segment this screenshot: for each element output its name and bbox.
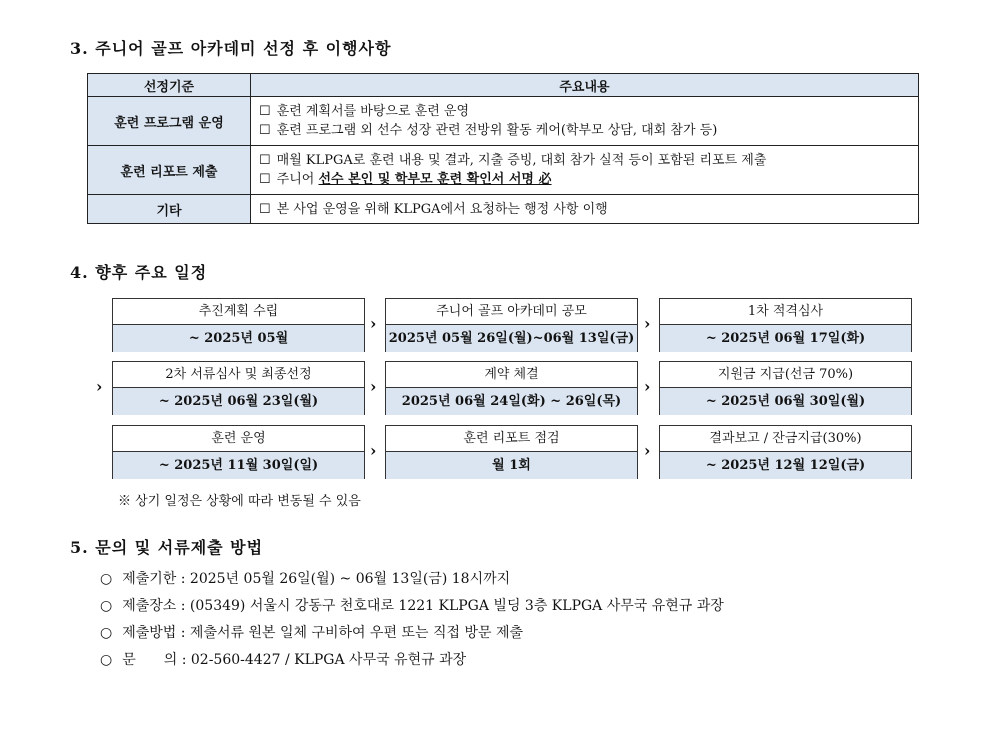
item-text-emphasis: 선수 본인 및 학부모 훈련 확인서 서명 必 (318, 172, 552, 187)
list-item (100, 595, 724, 615)
row-content (251, 97, 919, 146)
section3-title: 3. 주니어 골프 아카데미 선정 후 이행사항 (70, 39, 392, 58)
schedule-step (385, 298, 638, 352)
step-date: ~ 2025년 06월 23일(월) (113, 388, 364, 415)
arrow-right-icon: › (644, 441, 651, 460)
step-title: 2차 서류심사 및 최종선정 (113, 362, 364, 388)
item-text: 훈련 프로그램 외 선수 성장 관련 전방위 활동 케어(학부모 상담, 대회 참가 등) (276, 123, 718, 138)
schedule-step (112, 361, 365, 415)
step-date: ~ 2025년 06월 30일(월) (660, 388, 911, 415)
list-item (100, 649, 466, 669)
checkbox-icon: ☐ (259, 104, 271, 119)
section5-title: 5. 문의 및 서류제출 방법 (70, 538, 264, 557)
arrow-right-icon: › (370, 314, 377, 333)
step-date: 2025년 06월 24일(화) ~ 26일(목) (386, 388, 637, 415)
step-title: 계약 체결 (386, 362, 637, 388)
row-label: 훈련 프로그램 운영 (88, 97, 251, 146)
step-date: 2025년 05월 26일(월)~06월 13일(금) (386, 325, 637, 352)
checkbox-icon: ☐ (259, 201, 271, 217)
step-date: ~ 2025년 06월 17일(화) (660, 325, 911, 352)
bullet-icon: ○ (100, 625, 113, 641)
item-text: 문 의 : 02-560-4427 / KLPGA 사무국 유현규 과장 (122, 652, 467, 668)
row-label: 훈련 리포트 제출 (88, 146, 251, 195)
header-criteria: 선정기준 (88, 74, 251, 97)
schedule-step (112, 425, 365, 479)
item-text: 제출장소 : (05349) 서울시 강동구 천호대로 1221 KLPGA 빌딩 3층 KLPGA 사무국 유현규 과장 (122, 598, 724, 614)
step-date: 월 1회 (386, 452, 637, 479)
step-title: 주니어 골프 아카데미 공모 (386, 299, 637, 325)
requirements-table (87, 73, 919, 224)
schedule-step (385, 425, 638, 479)
arrow-right-icon: › (370, 377, 377, 396)
header-content: 주요내용 (251, 74, 919, 97)
schedule-step (659, 425, 912, 479)
arrow-right-icon: › (644, 377, 651, 396)
item-text: 본 사업 운영을 위해 KLPGA에서 요청하는 행정 사항 이행 (276, 201, 608, 217)
schedule-step (385, 361, 638, 415)
row-label: 기타 (88, 195, 251, 224)
step-title: 결과보고 / 잔금지급(30%) (660, 426, 911, 452)
bullet-icon: ○ (100, 598, 113, 614)
item-text: 제출방법 : 제출서류 원본 일체 구비하여 우편 또는 직접 방문 제출 (122, 625, 524, 641)
step-date: ~ 2025년 12월 12일(금) (660, 452, 911, 479)
bullet-icon: ○ (100, 571, 113, 587)
item-text: 훈련 계획서를 바탕으로 훈련 운영 (276, 104, 469, 119)
row-content (251, 195, 919, 224)
step-title: 추진계획 수립 (113, 299, 364, 325)
step-title: 훈련 리포트 점검 (386, 426, 637, 452)
item-text: 제출기한 : 2025년 05월 26일(월) ~ 06월 13일(금) 18시까지 (122, 571, 511, 587)
list-item (100, 622, 523, 642)
table-row (88, 146, 919, 195)
bullet-icon: ○ (100, 652, 113, 668)
checkbox-icon: ☐ (259, 172, 271, 187)
schedule-step (659, 298, 912, 352)
step-title: 1차 적격심사 (660, 299, 911, 325)
schedule-step (659, 361, 912, 415)
table-row (88, 195, 919, 224)
table-header-row (88, 74, 919, 97)
row-content (251, 146, 919, 195)
list-item (100, 568, 510, 588)
schedule-step (112, 298, 365, 352)
item-text: 매월 KLPGA로 훈련 내용 및 결과, 지출 증빙, 대회 참가 실적 등이 포함된 리포트 제출 (276, 153, 767, 168)
item-text: 주니어 (276, 172, 319, 187)
checkbox-icon: ☐ (259, 123, 271, 138)
arrow-right-icon: › (370, 441, 377, 460)
section4-title: 4. 향후 주요 일정 (70, 263, 208, 282)
schedule-note: ※ 상기 일정은 상황에 따라 변동될 수 있음 (118, 494, 361, 509)
step-title: 지원금 지급(선금 70%) (660, 362, 911, 388)
arrow-right-icon: › (644, 314, 651, 333)
step-date: ~ 2025년 11월 30일(일) (113, 452, 364, 479)
step-title: 훈련 운영 (113, 426, 364, 452)
checkbox-icon: ☐ (259, 153, 271, 168)
arrow-right-icon: › (96, 377, 103, 396)
table-row (88, 97, 919, 146)
step-date: ~ 2025년 05월 (113, 325, 364, 352)
